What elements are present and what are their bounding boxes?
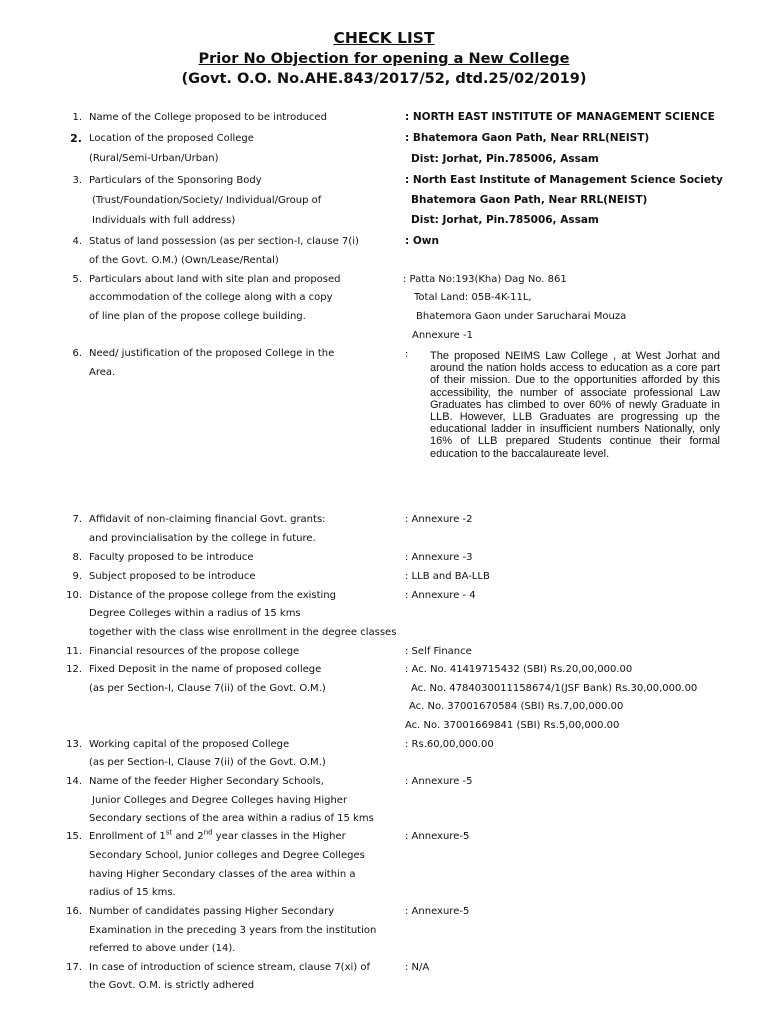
item-value: : Annexure - 4 — [405, 590, 476, 601]
item-label: Faculty proposed to be introduce — [89, 552, 254, 563]
item-label: Affidavit of non-claiming financial Govt. grants: — [89, 514, 326, 525]
item-label: and provincialisation by the college in future. — [89, 533, 316, 544]
item-value: Dist: Jorhat, Pin.785006, Assam — [411, 214, 599, 226]
item-label: referred to above under (14). — [89, 943, 236, 954]
item-value: : Rs.60,00,000.00 — [405, 739, 494, 750]
item-label: Junior Colleges and Degree Colleges having Higher — [92, 795, 348, 806]
item-number: 8. — [72, 552, 82, 563]
item-number: 1. — [72, 112, 82, 123]
item-label: Fixed Deposit in the name of proposed college — [89, 664, 322, 675]
item-value: : NORTH EAST INSTITUTE OF MANAGEMENT SCIENCE — [405, 111, 715, 123]
doc-subtitle: Prior No Objection for opening a New College — [198, 51, 570, 67]
item-value: : Self Finance — [405, 646, 472, 657]
item-label: of line plan of the propose college building. — [89, 311, 306, 322]
item-number: 14. — [66, 776, 82, 787]
item-number: 10. — [66, 590, 82, 601]
item-label: having Higher Secondary classes of the area within a — [89, 869, 356, 880]
item-label: Individuals with full address) — [92, 215, 236, 226]
justification-paragraph: The proposed NEIMS Law College , at West Jorhat and around the nation holds access to education as a core part of their mission. Due to the opportunities afforded by this accessibility, the number of associate professional Law Graduates has climbed to over 60% of newly Graduate in LLB. However, LLB Graduates are progressing up the educational ladder in insufficient numbers Nationally, only 16% of LLB prepared Students continue their formal education to the baccalaureate level. — [430, 350, 720, 460]
item-number: 2. — [70, 132, 82, 145]
item-value: : North East Institute of Management Science Society — [405, 174, 723, 186]
item-label: of the Govt. O.M.) (Own/Lease/Rental) — [89, 255, 279, 266]
fixed-deposit-entry: Ac. No. 4784030011158674/1(JSF Bank) Rs.30,00,000.00 — [411, 683, 698, 694]
item-label: (Rural/Semi-Urban/Urban) — [89, 153, 219, 164]
item-label: Enrollment of 1st and 2nd year classes in the Higher — [89, 828, 346, 842]
item-label: radius of 15 kms. — [89, 887, 176, 898]
fixed-deposit-entry: : Ac. No. 41419715432 (SBI) Rs.20,00,000.00 — [405, 664, 633, 675]
item-value: : LLB and BA-LLB — [405, 571, 490, 582]
fixed-deposit-entry: Ac. No. 37001669841 (SBI) Rs.5,00,000.00 — [405, 720, 620, 731]
item-label: (as per Section-I, Clause 7(ii) of the Govt. O.M.) — [89, 757, 326, 768]
item-value: : — [405, 349, 409, 360]
item-value: : Bhatemora Gaon Path, Near RRL(NEIST) — [405, 132, 650, 144]
item-number: 17. — [66, 962, 82, 973]
annexure-reference: Annexure -1 — [412, 330, 473, 341]
item-number: 15. — [66, 831, 82, 842]
item-label: Status of land possession (as per section-I, clause 7(i) — [89, 236, 359, 247]
item-number: 3. — [72, 175, 82, 186]
item-label: Particulars of the Sponsoring Body — [89, 175, 262, 186]
item-label: accommodation of the college along with a copy — [89, 292, 333, 303]
item-label: Secondary sections of the area within a radius of 15 kms — [89, 813, 374, 824]
item-number: 12. — [66, 664, 82, 675]
item-number: 4. — [72, 236, 82, 247]
item-value: : Annexure-5 — [405, 906, 470, 917]
item-label: Particulars about land with site plan and proposed — [89, 274, 341, 285]
item-label: Name of the feeder Higher Secondary Schools, — [89, 776, 324, 787]
item-label: (as per Section-I, Clause 7(ii) of the Govt. O.M.) — [89, 683, 326, 694]
item-number: 13. — [66, 739, 82, 750]
item-label: Secondary School, Junior colleges and Degree Colleges — [89, 850, 365, 861]
item-value: : Annexure -2 — [405, 514, 473, 525]
item-label: the Govt. O.M. is strictly adhered — [89, 980, 255, 991]
item-label: Examination in the preceding 3 years from the institution — [89, 925, 377, 936]
item-label: together with the class wise enrollment in the degree classes — [89, 627, 397, 638]
item-label: Area. — [89, 367, 116, 378]
item-label: Subject proposed to be introduce — [89, 571, 256, 582]
item-label: Degree Colleges within a radius of 15 kms — [89, 608, 301, 619]
item-number: 9. — [72, 571, 82, 582]
item-value: Bhatemora Gaon under Sarucharai Mouza — [416, 311, 627, 322]
item-number: 11. — [66, 646, 82, 657]
item-label: Name of the College proposed to be introduced — [89, 112, 327, 123]
item-label: (Trust/Foundation/Society/ Individual/Group of — [92, 195, 322, 206]
item-label: Distance of the propose college from the existing — [89, 590, 336, 601]
item-value: : Annexure-5 — [405, 831, 470, 842]
item-number: 5. — [72, 274, 82, 285]
item-label: Need/ justification of the proposed College in the — [89, 348, 335, 359]
item-value: Dist: Jorhat, Pin.785006, Assam — [411, 153, 599, 165]
item-label: In case of introduction of science stream, clause 7(xi) of — [89, 962, 371, 973]
item-value: : Patta No:193(Kha) Dag No. 861 — [403, 274, 567, 285]
item-value: : Annexure -5 — [405, 776, 473, 787]
item-value: Bhatemora Gaon Path, Near RRL(NEIST) — [411, 194, 648, 206]
fixed-deposit-entry: Ac. No. 37001670584 (SBI) Rs.7,00,000.00 — [409, 701, 624, 712]
doc-title: CHECK LIST — [333, 29, 435, 47]
item-value: Total Land: 05B-4K-11L, — [414, 292, 532, 303]
item-value: : Own — [405, 235, 439, 247]
item-number: 6. — [72, 348, 82, 359]
item-label: Location of the proposed College — [89, 133, 254, 144]
item-label: Financial resources of the propose college — [89, 646, 300, 657]
item-value: : N/A — [405, 962, 430, 973]
govt-order-reference: (Govt. O.O. No.AHE.843/2017/52, dtd.25/02/2019) — [181, 71, 587, 87]
item-label: Number of candidates passing Higher Secondary — [89, 906, 335, 917]
item-number: 7. — [72, 514, 82, 525]
item-label: Working capital of the proposed College — [89, 739, 290, 750]
item-number: 16. — [66, 906, 82, 917]
item-value: : Annexure -3 — [405, 552, 473, 563]
